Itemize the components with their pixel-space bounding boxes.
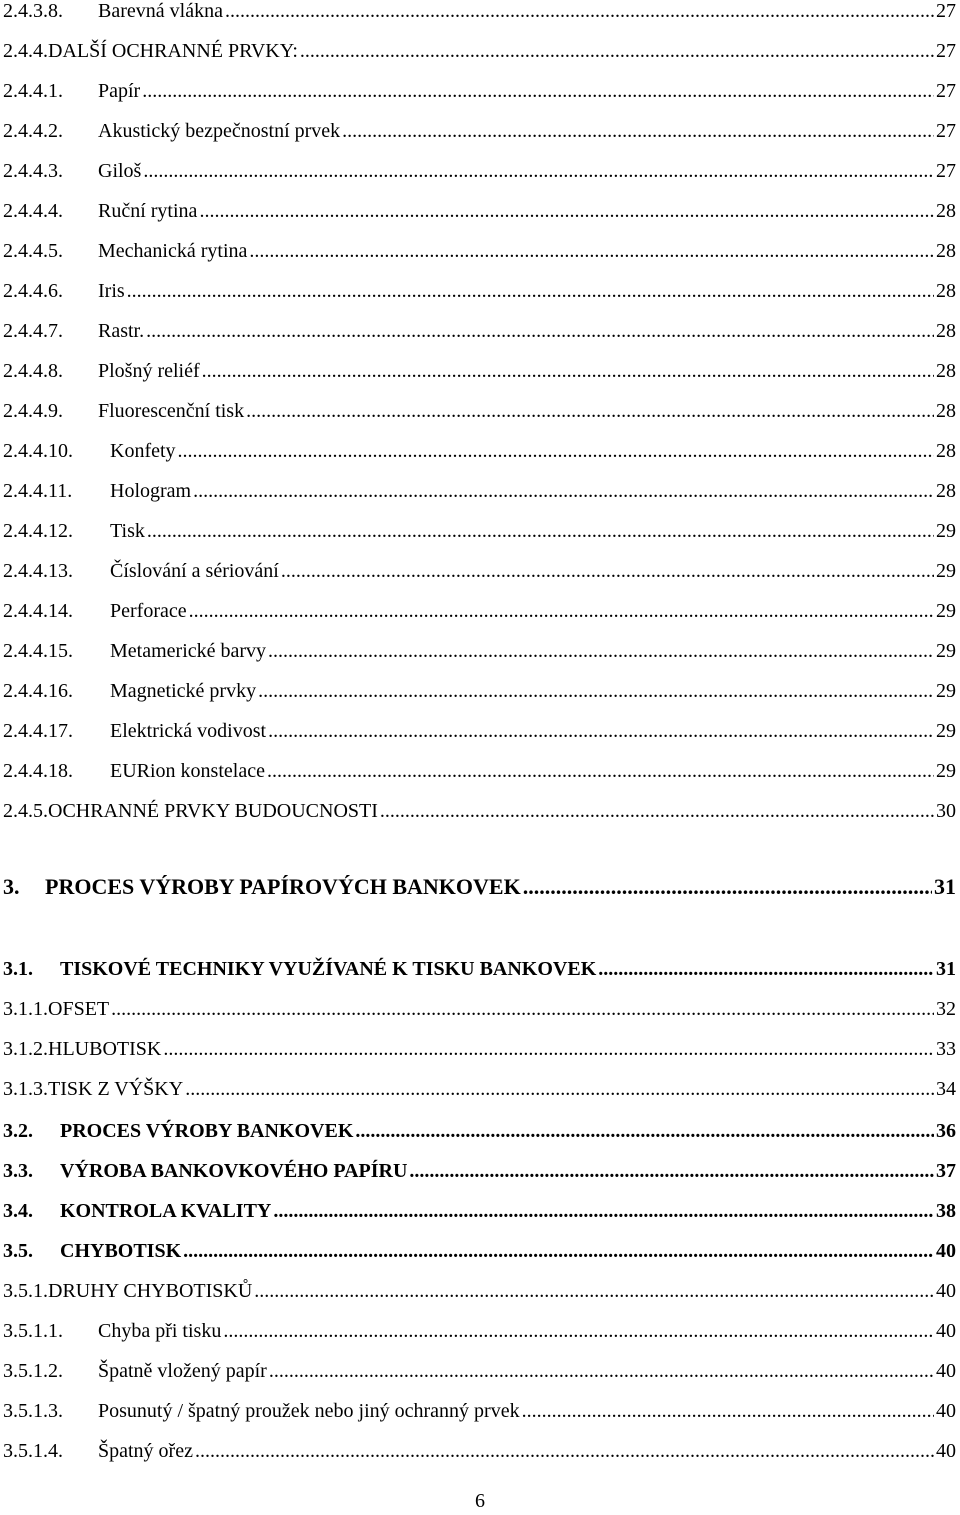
toc-entry[interactable] (3, 200, 956, 226)
toc-entry[interactable] (3, 80, 956, 106)
toc-entry-title: Iris (98, 280, 125, 302)
toc-entry-number: 2.4.4.2. (3, 120, 63, 142)
toc-entry-page: 31 (936, 958, 956, 980)
toc-entry-title: Konfety (110, 440, 176, 462)
toc-entry-title: Špatně vložený papír (98, 1360, 267, 1382)
toc-entry-page: 28 (936, 360, 956, 382)
dot-leader (146, 320, 934, 343)
toc-entry-title: KONTROLA KVALITY (60, 1200, 272, 1222)
toc-entry[interactable] (3, 958, 956, 984)
dot-leader (183, 1240, 934, 1263)
toc-entry[interactable] (3, 520, 956, 546)
toc-entry-number: 3.5.1.1. (3, 1320, 63, 1342)
toc-entry-title: Špatný ořez (98, 1440, 193, 1462)
dot-leader (195, 1440, 934, 1463)
toc-entry[interactable] (3, 600, 956, 626)
toc-entry[interactable] (3, 280, 956, 306)
toc-entry[interactable] (3, 240, 956, 266)
toc-entry-number: 2.4.4.16. (3, 680, 73, 702)
toc-entry-page: 33 (936, 1038, 956, 1060)
toc-entry-title: Hologram (110, 480, 192, 502)
dot-leader (268, 640, 934, 663)
dot-leader (249, 240, 934, 263)
toc-entry-page: 27 (936, 0, 956, 22)
toc-entry-page: 27 (936, 160, 956, 182)
dot-leader (342, 120, 934, 143)
toc-entry-page: 28 (936, 480, 956, 502)
toc-entry-page: 29 (936, 760, 956, 782)
toc-entry-title: DALŠÍ OCHRANNÉ PRVKY: (48, 40, 298, 62)
toc-entry[interactable] (3, 640, 956, 666)
toc-entry-number: 2.4.4.7. (3, 320, 63, 342)
toc-entry-number: 2.4.4.8. (3, 360, 63, 382)
toc-entry[interactable] (3, 1160, 956, 1186)
toc-entry[interactable] (3, 480, 956, 506)
toc-entry-number: 2.4.5. (3, 800, 48, 822)
toc-entry[interactable] (3, 1120, 956, 1146)
toc-entry-title: DRUHY CHYBOTISKŮ (48, 1280, 253, 1302)
toc-entry-number: 3.5.1.4. (3, 1440, 63, 1462)
toc-entry-number: 3.4. (3, 1200, 33, 1222)
toc-entry-page: 36 (936, 1120, 956, 1142)
toc-entry-number: 2.4.4.17. (3, 720, 73, 742)
toc-entry-page: 40 (936, 1320, 956, 1342)
toc-entry-number: 3.1.3. (3, 1078, 48, 1100)
dot-leader (178, 440, 934, 463)
toc-entry-title: EURion konstelace (110, 760, 265, 782)
toc-entry-page: 40 (936, 1280, 956, 1302)
toc-entry-page: 28 (936, 280, 956, 302)
toc-entry-page: 32 (936, 998, 956, 1020)
dot-leader (199, 200, 934, 223)
toc-entry-number: 3.3. (3, 1160, 33, 1182)
toc-entry-title: Ruční rytina (98, 200, 198, 222)
toc-entry-number: 3.5.1.2. (3, 1360, 63, 1382)
toc-entry-page: 40 (936, 1240, 956, 1262)
toc-entry-title: TISK Z VÝŠKY (48, 1078, 184, 1100)
toc-entry[interactable] (3, 1440, 956, 1466)
page-number: 6 (475, 1490, 485, 1512)
toc-entry[interactable] (3, 0, 956, 26)
toc-entry-page: 29 (936, 600, 956, 622)
toc-entry[interactable] (3, 760, 956, 786)
toc-entry[interactable] (3, 1200, 956, 1226)
dot-leader (193, 480, 934, 503)
dot-leader (269, 1360, 934, 1383)
toc-entry-number: 2.4.4. (3, 40, 48, 62)
toc-entry-number: 2.4.4.14. (3, 600, 73, 622)
toc-entry-number: 3.5.1. (3, 1280, 48, 1302)
toc-entry-number: 3. (3, 874, 20, 899)
toc-entry-page: 27 (936, 120, 956, 142)
toc-entry-page: 40 (936, 1400, 956, 1422)
toc-entry[interactable] (3, 1038, 956, 1064)
toc-entry[interactable] (3, 1400, 956, 1426)
dot-leader (523, 874, 932, 900)
toc-entry-number: 3.5.1.3. (3, 1400, 63, 1422)
toc-entry[interactable] (3, 1078, 956, 1104)
toc-entry-page: 40 (936, 1440, 956, 1462)
dot-leader (273, 1200, 934, 1223)
dot-leader (202, 360, 934, 383)
toc-entry-page: 34 (936, 1078, 956, 1100)
toc-entry-page: 27 (936, 40, 956, 62)
dot-leader (355, 1120, 934, 1143)
toc-entry-number: 2.4.4.1. (3, 80, 63, 102)
dot-leader (300, 40, 934, 63)
toc-entry[interactable] (3, 874, 956, 900)
toc-entry-title: Číslování a sériování (110, 560, 279, 582)
toc-entry-page: 28 (936, 400, 956, 422)
dot-leader (268, 720, 934, 743)
dot-leader (522, 1400, 934, 1423)
toc-entry-number: 2.4.4.12. (3, 520, 73, 542)
toc-entry-number: 2.4.4.6. (3, 280, 63, 302)
toc-entry-number: 2.4.4.9. (3, 400, 63, 422)
toc-entry-page: 38 (936, 1200, 956, 1222)
toc-entry[interactable] (3, 1240, 956, 1266)
toc-entry-number: 3.1.1. (3, 998, 48, 1020)
toc-entry-page: 29 (936, 520, 956, 542)
toc-entry-title: Plošný reliéf (98, 360, 200, 382)
toc-entry-number: 2.4.4.11. (3, 480, 73, 502)
toc-entry-number: 3.2. (3, 1120, 33, 1142)
toc-entry-title: Rastr. (98, 320, 145, 342)
toc-entry-page: 40 (936, 1360, 956, 1382)
toc-entry[interactable] (3, 40, 956, 66)
dot-leader (409, 1160, 934, 1183)
toc-entry-page: 28 (936, 200, 956, 222)
toc-entry-page: 29 (936, 720, 956, 742)
dot-leader (267, 760, 934, 783)
toc-entry-title: Chyba při tisku (98, 1320, 222, 1342)
dot-leader (281, 560, 934, 583)
toc-entry-number: 2.4.4.4. (3, 200, 63, 222)
toc-entry-title: OFSET (48, 998, 110, 1020)
toc-entry-number: 3.1.2. (3, 1038, 48, 1060)
toc-entry-title: Perforace (110, 600, 187, 622)
toc-entry[interactable] (3, 1280, 956, 1306)
dot-leader (598, 958, 934, 981)
toc-entry-title: Posunutý / špatný proužek nebo jiný ochranný prvek (98, 1400, 520, 1422)
toc-entry-title: Giloš (98, 160, 142, 182)
toc-entry[interactable] (3, 120, 956, 146)
toc-entry-title: CHYBOTISK (60, 1240, 182, 1262)
toc-entry-title: Magnetické prvky (110, 680, 257, 702)
toc-entry-page: 37 (936, 1160, 956, 1182)
toc-entry-page: 30 (936, 800, 956, 822)
toc-entry[interactable] (3, 360, 956, 386)
toc-entry-page: 28 (936, 240, 956, 262)
toc-entry-number: 2.4.4.18. (3, 760, 73, 782)
toc-entry-title: Elektrická vodivost (110, 720, 267, 742)
dot-leader (223, 1320, 934, 1343)
toc-entry-number: 2.4.4.13. (3, 560, 73, 582)
toc-entry-title: OCHRANNÉ PRVKY BUDOUCNOSTI (48, 800, 378, 822)
dot-leader (189, 600, 934, 623)
toc-entry[interactable] (3, 440, 956, 466)
toc-entry[interactable] (3, 1320, 956, 1346)
toc-entry[interactable] (3, 160, 956, 186)
toc-entry-title: Tisk (110, 520, 145, 542)
toc-entry-number: 2.4.3.8. (3, 0, 63, 22)
toc-entry[interactable] (3, 720, 956, 746)
toc-entry-page: 29 (936, 680, 956, 702)
dot-leader (258, 680, 934, 703)
toc-entry-number: 2.4.4.15. (3, 640, 73, 662)
toc-entry[interactable] (3, 400, 956, 426)
toc-entry-page: 27 (936, 80, 956, 102)
toc-entry-title: PROCES VÝROBY BANKOVEK (60, 1120, 354, 1142)
toc-entry-number: 3.1. (3, 958, 33, 980)
dot-leader (254, 1280, 934, 1303)
toc-entry-title: Papír (98, 80, 141, 102)
toc-entry-number: 2.4.4.5. (3, 240, 63, 262)
toc-entry-title: Metamerické barvy (110, 640, 267, 662)
toc-entry-number: 3.5. (3, 1240, 33, 1262)
toc-entry-page: 29 (936, 640, 956, 662)
toc-entry-title: Akustický bezpečnostní prvek (98, 120, 341, 142)
dot-leader (185, 1078, 934, 1101)
toc-entry-page: 28 (936, 320, 956, 342)
toc-entry-title: PROCES VÝROBY PAPÍROVÝCH BANKOVEK (45, 874, 521, 899)
toc-entry[interactable] (3, 998, 956, 1024)
toc-entry-title: Mechanická rytina (98, 240, 248, 262)
dot-leader (143, 160, 934, 183)
dot-leader (163, 1038, 934, 1061)
dot-leader (127, 280, 934, 303)
toc-entry-title: TISKOVÉ TECHNIKY VYUŽÍVANÉ K TISKU BANKOVEK (60, 958, 597, 980)
dot-leader (225, 0, 934, 23)
dot-leader (142, 80, 934, 103)
dot-leader (147, 520, 934, 543)
dot-leader (380, 800, 934, 823)
toc-entry[interactable] (3, 680, 956, 706)
toc-entry-title: Barevná vlákna (98, 0, 223, 22)
toc-entry-page: 29 (936, 560, 956, 582)
toc-entry-title: VÝROBA BANKOVKOVÉHO PAPÍRU (60, 1160, 408, 1182)
toc-entry-page: 31 (934, 874, 956, 899)
toc-entry-number: 2.4.4.10. (3, 440, 73, 462)
toc-entry-number: 2.4.4.3. (3, 160, 63, 182)
toc-entry[interactable] (3, 800, 956, 826)
toc-entry[interactable] (3, 1360, 956, 1386)
toc-entry[interactable] (3, 320, 956, 346)
toc-entry-title: Fluorescenční tisk (98, 400, 245, 422)
dot-leader (111, 998, 934, 1021)
toc-entry[interactable] (3, 560, 956, 586)
toc-entry-title: HLUBOTISK (48, 1038, 162, 1060)
dot-leader (246, 400, 934, 423)
toc-entry-page: 28 (936, 440, 956, 462)
